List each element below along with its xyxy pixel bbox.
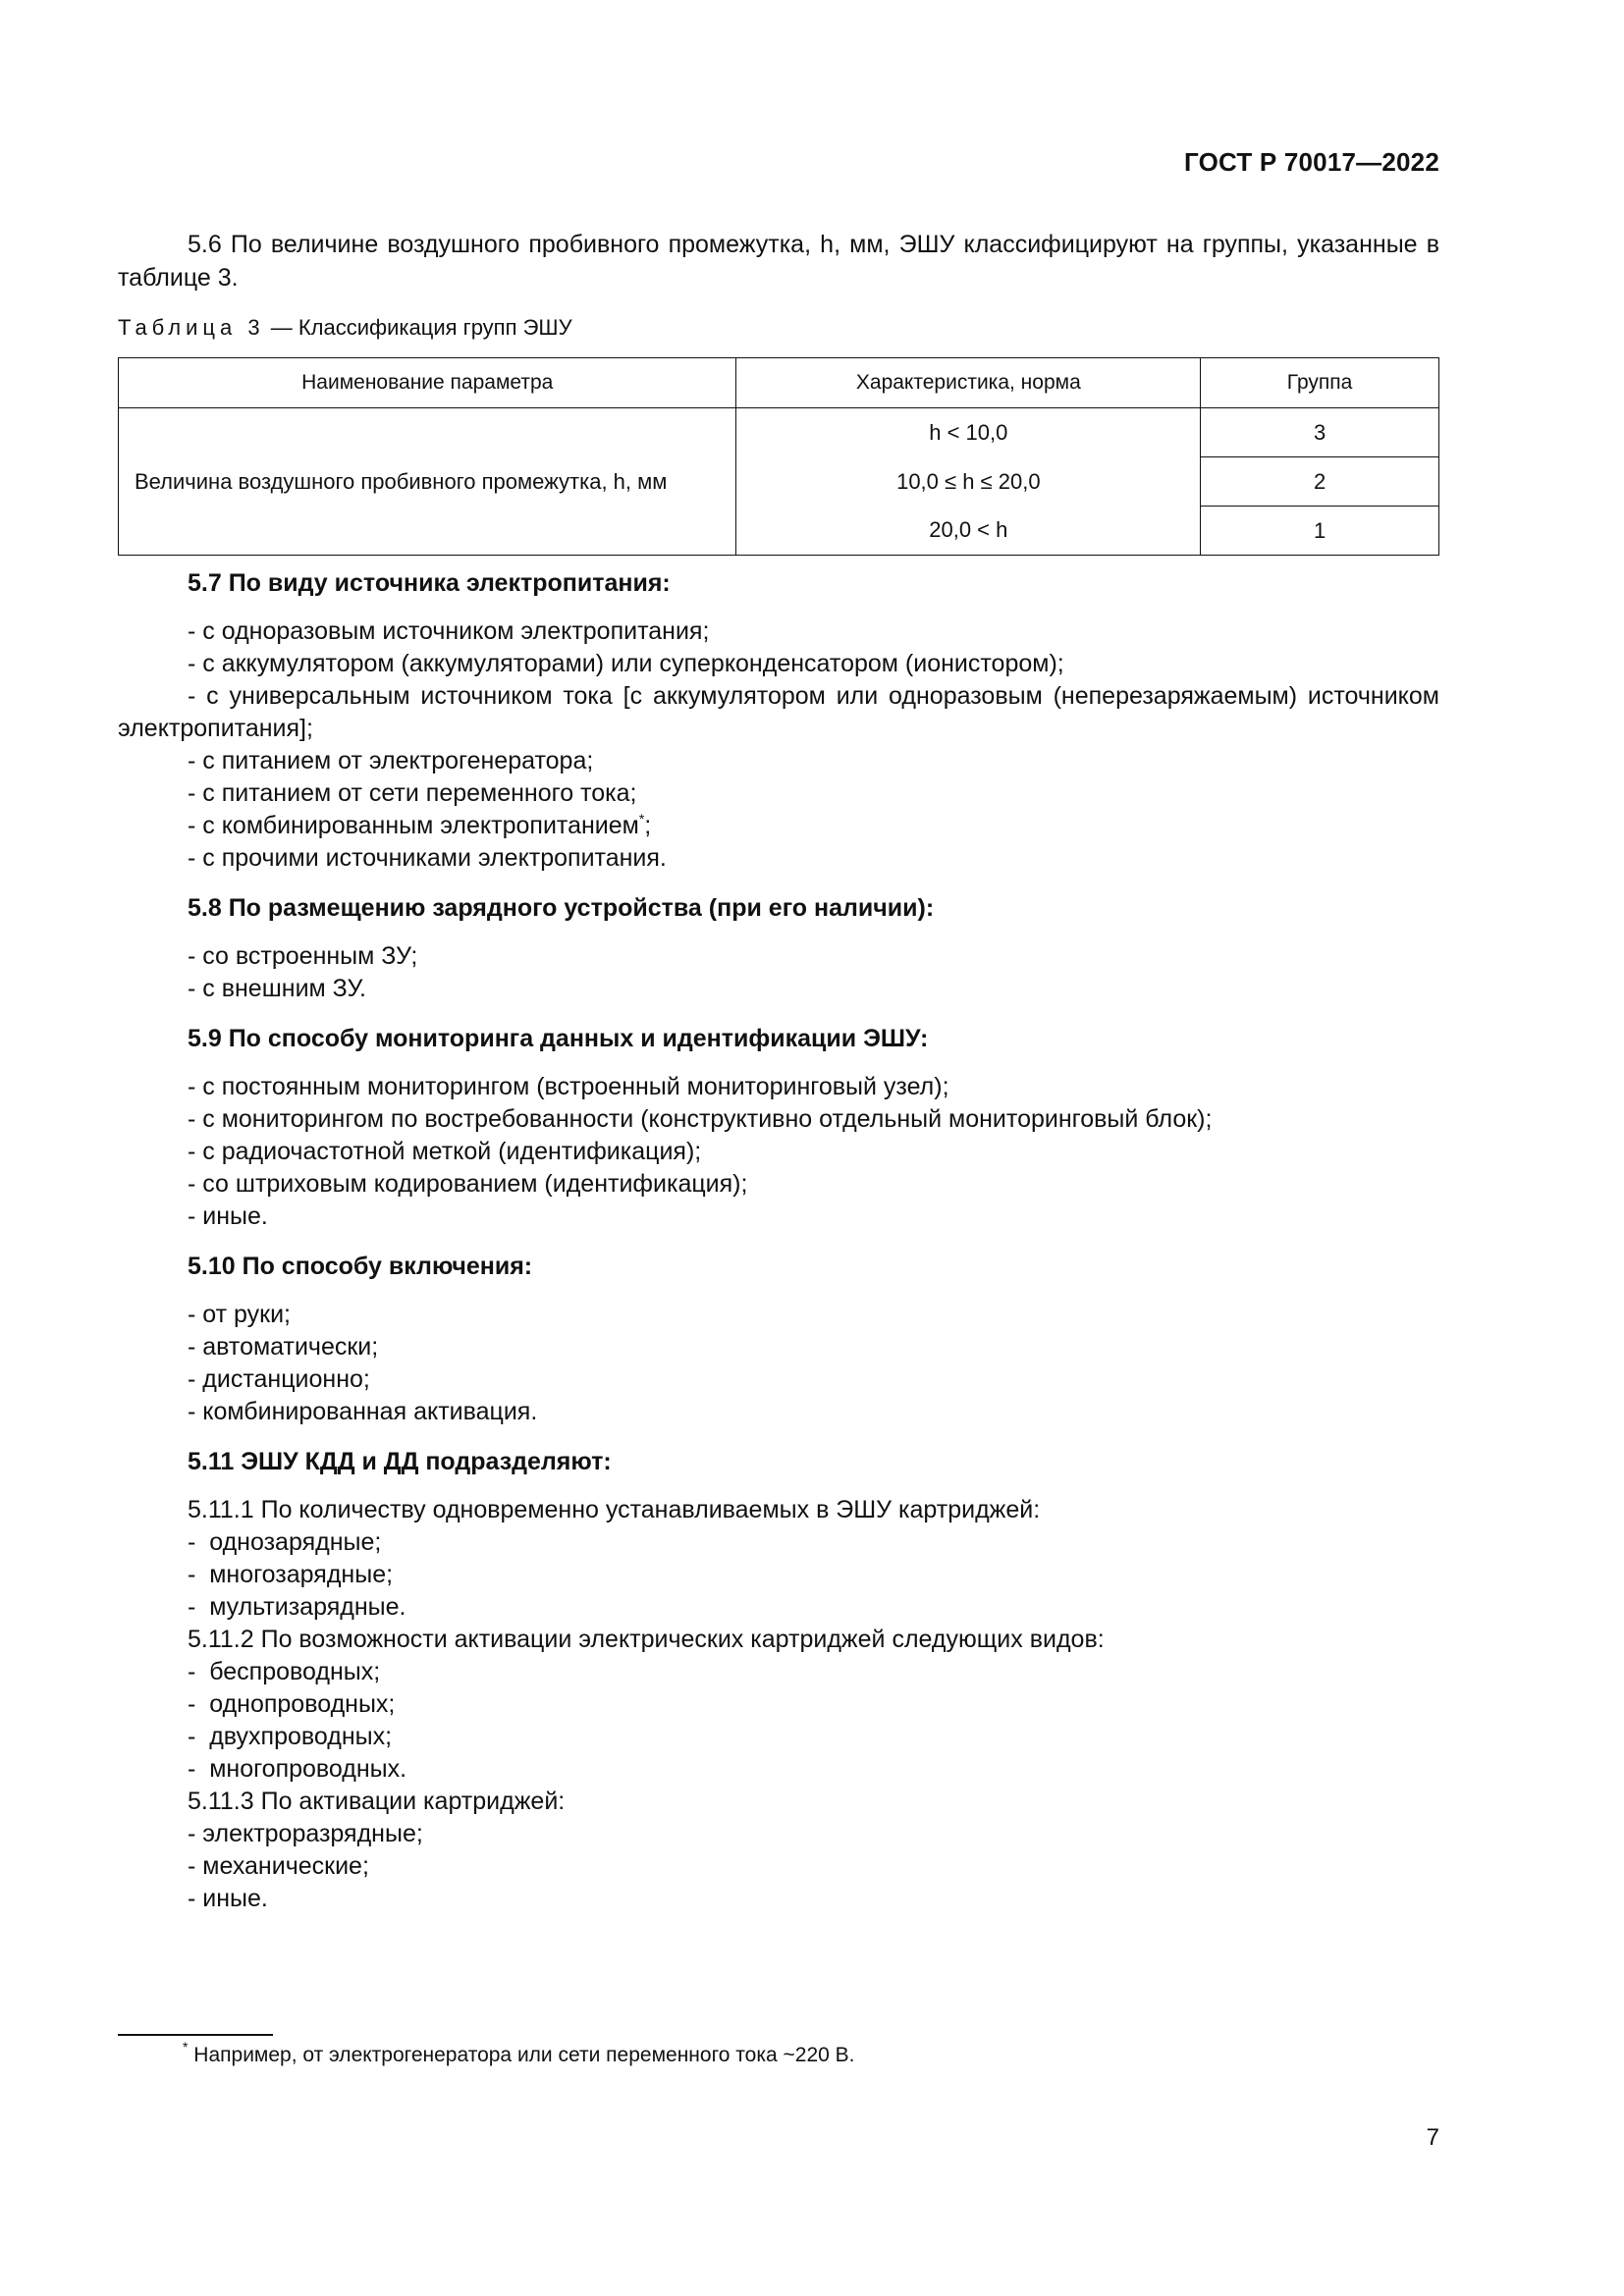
list-item-tail: ; xyxy=(644,812,652,839)
norm-cell: 20,0 < h xyxy=(736,507,1201,556)
table-caption-title: — Классификация групп ЭШУ xyxy=(270,315,572,340)
list xyxy=(118,1494,1439,1915)
table-caption xyxy=(118,315,572,341)
footnote-text: Например, от электрогенератора или сети переменного тока ~220 В. xyxy=(193,2044,855,2066)
list-item: - комбинированная активация. xyxy=(188,1398,538,1425)
list-item-text: - с комбинированным электропитанием xyxy=(188,812,639,839)
list-item: - со штриховым кодированием (идентификация); xyxy=(188,1170,748,1198)
list-item: - с одноразовым источником электропитания; xyxy=(188,617,710,645)
list-item: - беспроводных; xyxy=(188,1658,381,1685)
group-cell: 3 xyxy=(1201,408,1439,457)
clause-5-6-paragraph: 5.6 По величине воздушного пробивного промежутка, h, мм, ЭШУ классифицируют на группы, указанные в таблице 3. xyxy=(118,231,1439,292)
list-item: - автоматически; xyxy=(188,1333,379,1361)
list-item: - однозарядные; xyxy=(188,1528,382,1556)
list-item: - электроразрядные; xyxy=(188,1820,423,1847)
list-item: - с универсальным источником тока [с аккумулятором или одноразовым (неперезаряжаемым) источником электропитания]; xyxy=(118,682,1439,742)
group-cell: 2 xyxy=(1201,457,1439,507)
section-title: 5.9 По способу мониторинга данных и идентификации ЭШУ: xyxy=(188,1025,929,1052)
header-group: Группа xyxy=(1201,358,1439,408)
table-caption-label: Таблица 3 xyxy=(118,315,265,340)
classification-table xyxy=(118,357,1439,556)
document-id-header: ГОСТ Р 70017—2022 xyxy=(1184,147,1439,177)
section-title: 5.8 По размещению зарядного устройства (при его наличии): xyxy=(188,894,935,922)
section-5-10 xyxy=(118,1251,1439,1428)
subclause-5-11-3: 5.11.3 По активации картриджей: xyxy=(188,1788,566,1815)
list-item: - от руки; xyxy=(188,1301,291,1328)
list-item: - иные. xyxy=(188,1202,268,1230)
list-item: - иные. xyxy=(188,1885,268,1912)
document-page xyxy=(118,0,1439,2296)
table-row xyxy=(119,408,1439,457)
list-item: - с питанием от электрогенератора; xyxy=(188,747,594,774)
header-norm: Характеристика, норма xyxy=(736,358,1201,408)
list-item: - однопроводных; xyxy=(188,1690,396,1718)
list-item: - с постоянным мониторингом (встроенный мониторинговый узел); xyxy=(188,1073,949,1100)
list xyxy=(118,1299,1439,1428)
table-header-row xyxy=(119,358,1439,408)
list-item: - многозарядные; xyxy=(188,1561,394,1588)
footnote xyxy=(183,2039,855,2067)
list-item: - с внешним ЗУ. xyxy=(188,975,366,1002)
section-title: 5.7 По виду источника электропитания: xyxy=(188,569,671,597)
list-item: - с радиочастотной меткой (идентификация); xyxy=(188,1138,702,1165)
norm-cell: h < 10,0 xyxy=(736,408,1201,457)
subclause-5-11-2: 5.11.2 По возможности активации электрических картриджей следующих видов: xyxy=(188,1626,1105,1653)
document-body xyxy=(118,567,1439,1915)
section-5-9 xyxy=(118,1023,1439,1233)
subclause-5-11-1: 5.11.1 По количеству одновременно устанавливаемых в ЭШУ картриджей: xyxy=(188,1496,1041,1523)
list-item: - дистанционно; xyxy=(188,1365,370,1393)
list-item: - многопроводных. xyxy=(188,1755,407,1783)
list-item: - мультизарядные. xyxy=(188,1593,406,1621)
list-item: - с прочими источниками электропитания. xyxy=(188,844,667,872)
group-cell: 1 xyxy=(1201,507,1439,556)
section-5-11 xyxy=(118,1446,1439,1915)
section-5-7 xyxy=(118,567,1439,875)
list-item: - с питанием от сети переменного тока; xyxy=(188,779,637,807)
footnote-separator xyxy=(118,2034,273,2036)
section-title: 5.11 ЭШУ КДД и ДД подразделяют: xyxy=(188,1448,612,1475)
list xyxy=(118,615,1439,875)
list xyxy=(118,1071,1439,1233)
footnote-marker: * xyxy=(638,811,645,827)
parameter-cell: Величина воздушного пробивного промежутка, h, мм xyxy=(119,408,736,556)
intro-paragraph-block xyxy=(118,228,1439,294)
list-item: - двухпроводных; xyxy=(188,1723,393,1750)
footnote-mark: * xyxy=(183,2039,189,2055)
header-parameter: Наименование параметра xyxy=(119,358,736,408)
page-number: 7 xyxy=(1426,2124,1439,2151)
section-title: 5.10 По способу включения: xyxy=(188,1253,533,1280)
norm-cell: 10,0 ≤ h ≤ 20,0 xyxy=(736,457,1201,507)
section-5-8 xyxy=(118,892,1439,1005)
list-item xyxy=(118,810,1439,842)
list-item: - с мониторингом по востребованности (конструктивно отдельный мониторинговый блок); xyxy=(188,1105,1213,1133)
list-item: - механические; xyxy=(188,1852,369,1880)
list-item: - со встроенным ЗУ; xyxy=(188,942,418,970)
list-item: - с аккумулятором (аккумуляторами) или суперконденсатором (ионистором); xyxy=(188,650,1064,677)
list xyxy=(118,940,1439,1005)
